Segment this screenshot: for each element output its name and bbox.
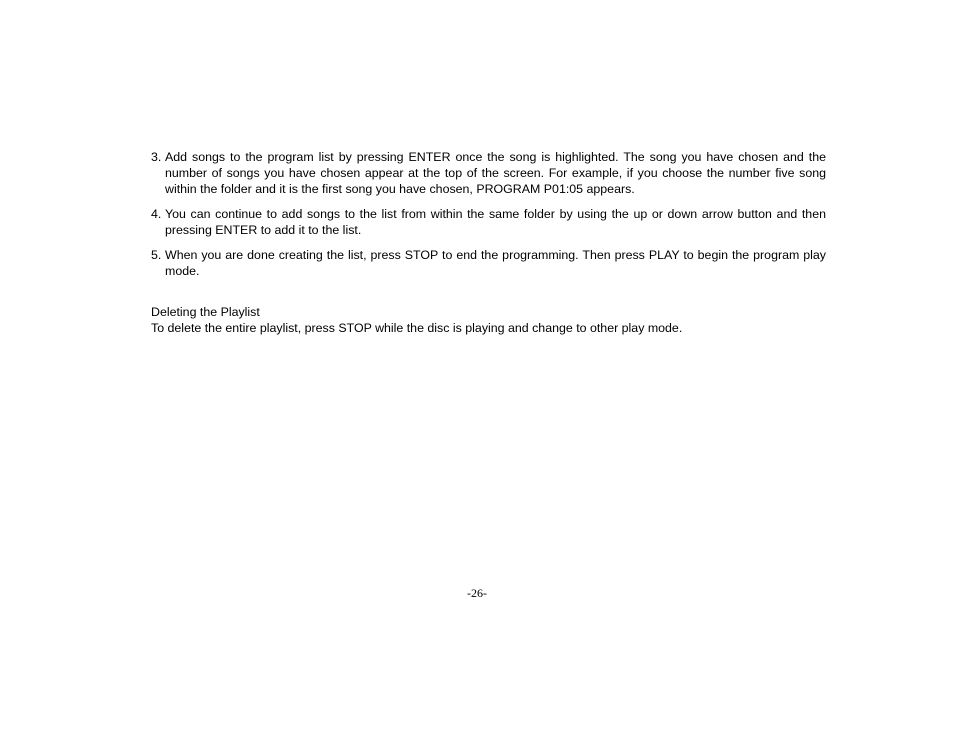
step-item-5 [151,247,826,279]
section-body-text: To delete the entire playlist, press STOP while the disc is playing and change to other play mode. [151,321,683,335]
step-number: 3. [151,150,162,164]
step-list [151,149,826,279]
step-number: 5. [151,248,162,262]
page-number: -26- [467,586,487,600]
step-item-4 [151,206,826,238]
deleting-playlist-section [151,304,826,336]
step-text: When you are done creating the list, press STOP to end the programming. Then press PLAY to begin the program play mode. [165,248,826,278]
step-text: Add songs to the program list by pressing ENTER once the song is highlighted. The song you have chosen and the number of songs you have chosen appear at the top of the screen. For example, if you choose the number five song within the folder and it is the first song you have chosen, PROGRAM P01:05 appears. [165,150,826,196]
section-heading: Deleting the Playlist [151,305,260,319]
step-number: 4. [151,207,162,221]
manual-content [151,149,826,336]
step-item-3 [151,149,826,197]
step-text: You can continue to add songs to the list from within the same folder by using the up or down arrow button and then pressing ENTER to add it to the list. [165,207,826,237]
